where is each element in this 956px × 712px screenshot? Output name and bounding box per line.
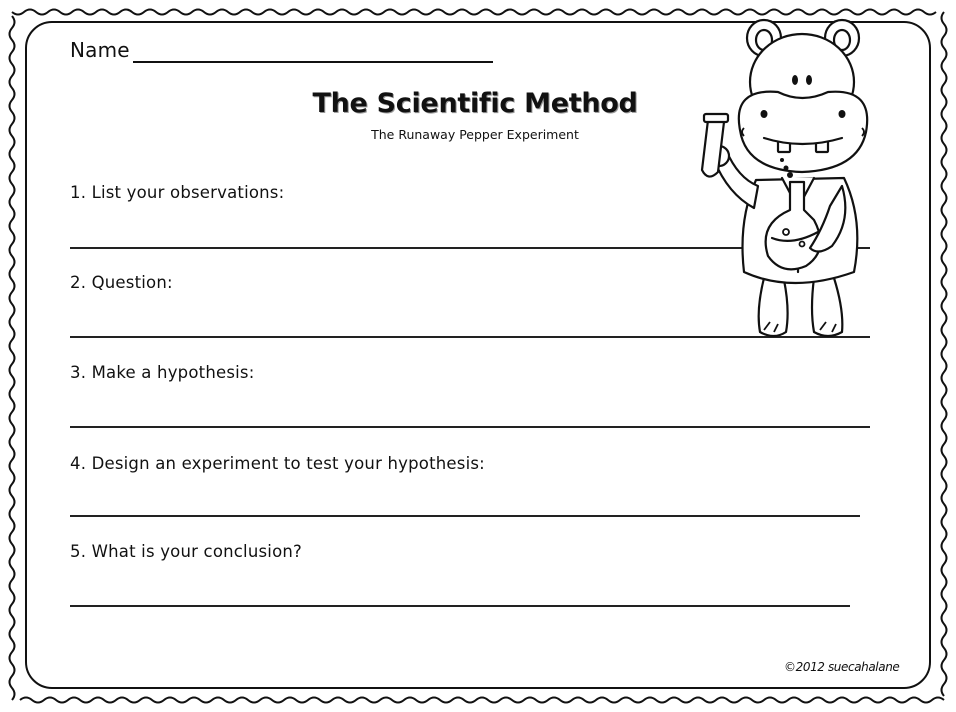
question-hypothesis: 3. Make a hypothesis: <box>70 363 255 382</box>
answer-line-conclusion[interactable] <box>70 605 850 607</box>
answer-line-experiment[interactable] <box>70 515 860 517</box>
question-question: 2. Question: <box>70 273 173 292</box>
hippo-scientist-icon <box>682 10 882 340</box>
question-conclusion: 5. What is your conclusion? <box>70 542 302 561</box>
question-observations: 1. List your observations: <box>70 183 285 202</box>
name-label: Name <box>70 38 130 62</box>
copyright-note: ©2012 suecahalane <box>784 660 900 674</box>
question-experiment: 4. Design an experiment to test your hypothesis: <box>70 454 485 473</box>
name-field-line[interactable] <box>133 61 493 63</box>
answer-line-hypothesis[interactable] <box>70 426 870 428</box>
page-title: The Scientific Method <box>312 88 638 119</box>
page-subtitle: The Runaway Pepper Experiment <box>371 127 579 142</box>
